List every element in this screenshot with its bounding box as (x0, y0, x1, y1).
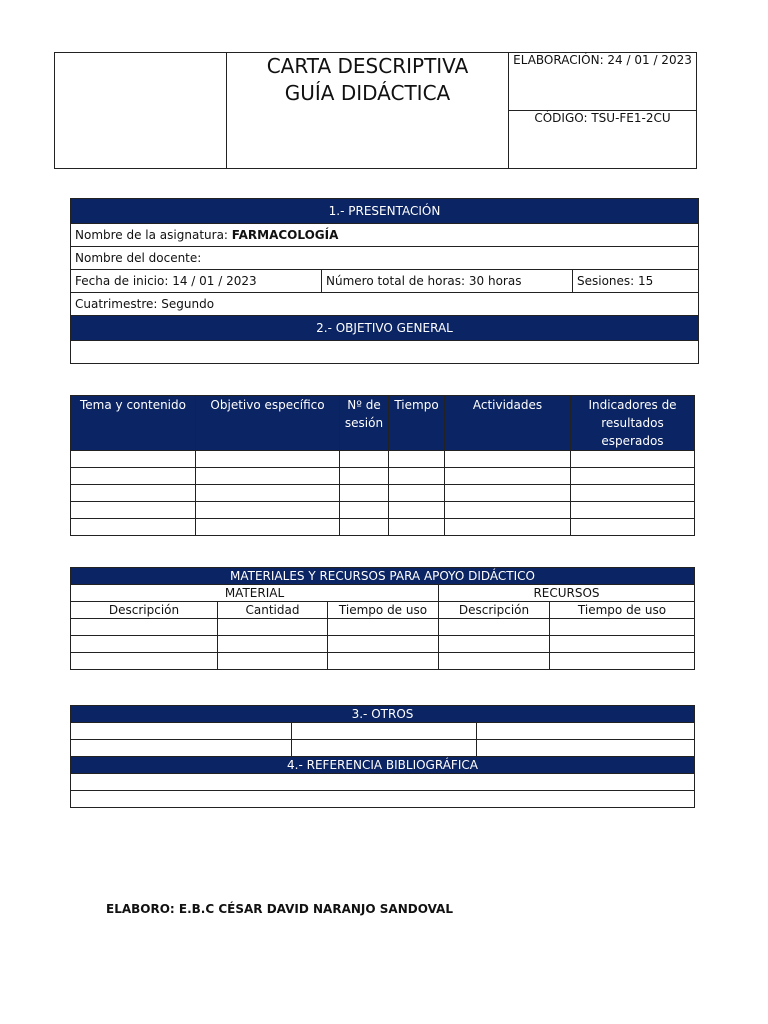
col-recurso-tiempo: Tiempo de uso (550, 602, 695, 619)
table-row (71, 740, 695, 757)
objetivo-general-field (71, 341, 699, 364)
title-line-2: GUÍA DIDÁCTICA (284, 81, 451, 105)
otros-table (70, 705, 695, 808)
title-line-1: CARTA DESCRIPTIVA (266, 54, 469, 78)
table-row (71, 519, 695, 536)
col-material-tiempo: Tiempo de uso (328, 602, 439, 619)
author-signature: ELABORO: E.B.C CÉSAR DAVID NARANJO SANDOVAL (106, 902, 453, 916)
table-row (71, 636, 695, 653)
document-title (227, 53, 509, 169)
table-row (71, 653, 695, 670)
objetivo-general-heading: 2.- OBJETIVO GENERAL (71, 316, 699, 341)
table-row (71, 485, 695, 502)
table-row (71, 774, 695, 791)
table-row (71, 791, 695, 808)
col-tema: Tema y contenido (71, 396, 196, 451)
document-code: CÓDIGO: TSU-FE1-2CU (509, 111, 697, 169)
table-row (71, 468, 695, 485)
col-objetivo: Objetivo específico (196, 396, 340, 451)
recursos-group: RECURSOS (439, 585, 695, 602)
materiales-heading: MATERIALES Y RECURSOS PARA APOYO DIDÁCTICO (71, 568, 695, 585)
referencia-heading: 4.- REFERENCIA BIBLIOGRÁFICA (71, 757, 695, 774)
sesiones-field: Sesiones: 15 (573, 270, 699, 293)
logo-placeholder (55, 53, 227, 169)
asignatura-value: FARMACOLOGÍA (231, 228, 339, 242)
total-horas-field: Número total de horas: 30 horas (322, 270, 573, 293)
elaboracion-date: ELABORACIÓN: 24 / 01 / 2023 (509, 53, 697, 111)
presentacion-table (70, 198, 699, 364)
table-row (71, 451, 695, 468)
presentacion-heading: 1.- PRESENTACIÓN (71, 199, 699, 224)
fecha-inicio-field: Fecha de inicio: 14 / 01 / 2023 (71, 270, 322, 293)
col-recurso-descripcion: Descripción (439, 602, 550, 619)
cuatrimestre-field: Cuatrimestre: Segundo (71, 293, 699, 316)
col-indicadores: Indicadores de resultados esperados (571, 396, 695, 451)
otros-heading: 3.- OTROS (71, 706, 695, 723)
asignatura-label: Nombre de la asignatura: (75, 228, 232, 242)
col-material-descripcion: Descripción (71, 602, 218, 619)
col-actividades: Actividades (445, 396, 571, 451)
col-cantidad: Cantidad (218, 602, 328, 619)
docente-field: Nombre del docente: (71, 247, 699, 270)
col-sesion: Nº de sesión (340, 396, 389, 451)
table-row (71, 723, 695, 740)
col-tiempo: Tiempo (389, 396, 445, 451)
document-header (54, 52, 697, 169)
table-row (71, 619, 695, 636)
table-row (71, 502, 695, 519)
asignatura-field (71, 224, 699, 247)
material-group: MATERIAL (71, 585, 439, 602)
materiales-table (70, 567, 695, 670)
tema-table (70, 395, 695, 536)
